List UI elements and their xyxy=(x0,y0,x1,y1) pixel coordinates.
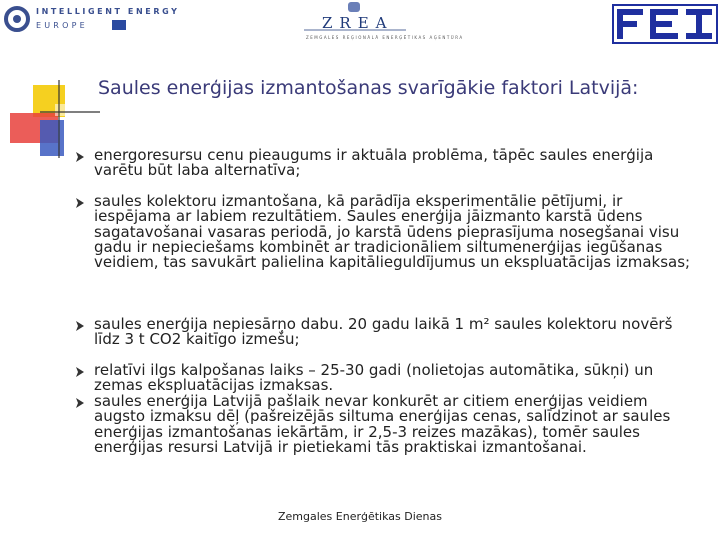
arrow-bullet-icon xyxy=(76,152,84,162)
bullet-item xyxy=(80,148,700,194)
arrow-bullet-icon xyxy=(76,321,84,331)
bullet-text: saules kolektoru izmantošana, kā parādīja eksperimentālie pētījumi, ir iespējama ar labiem rezultātiem. Saules enerģija jāizmanto karstā ūdens sagatavošanai vasaras periodā, jo karstā ūdens pieprasījuma nosegšanai visu gadu ir nepieciešams kombinēt ar tradicionāliem siltumenerģijas iegūšanas veidiem, tas savukārt palielina kapitālieguldījumus un ekspluatācijas izmaksas; xyxy=(94,192,691,272)
zrea-logo-name: ZREA xyxy=(322,14,394,32)
bullet-item xyxy=(80,317,700,363)
zrea-logo xyxy=(300,2,464,46)
iee-logo-line2: EUROPE xyxy=(36,21,88,30)
slide-title: Saules enerģijas izmantošanas svarīgākie faktori Latvijā: xyxy=(98,77,639,99)
bullet-text: saules enerģija nepiesārņo dabu. 20 gadu laikā 1 m² saules kolektoru novērš līdz 3 t CO2 kaitīgo izmešu; xyxy=(94,315,673,349)
bullet-item xyxy=(80,394,700,455)
bullet-text: energoresursu cenu pieaugums ir aktuāla problēma, tāpēc saules enerģija varētu būt laba alternatīva; xyxy=(94,146,654,180)
bullet-text: relatīvi ilgs kalpošanas laiks – 25-30 gadi (nolietojas automātika, sūkņi) un zemas ekspluatācijas izmaksas. xyxy=(94,361,654,395)
bullet-text: saules enerģija Latvijā pašlaik nevar konkurēt ar citiem enerģijas veidiem augsto izmaksu dēļ (pašreizējās siltuma enerģijas cenas, salīdzinot ar saules enerģijas izmantošanas iekārtām, ir 2,5-3 reizes mazākas), tomēr saules enerģijas resursi Latvijā ir pietiekami tās praktiskai izmantošanai. xyxy=(94,392,671,456)
fei-logo-icon xyxy=(612,4,718,44)
zrea-logo-subtitle: ZEMGALES REĢIONĀLĀ ENERĢĒTIKAS AĢENTŪRA xyxy=(306,35,464,40)
arrow-bullet-icon xyxy=(76,398,84,408)
arrow-bullet-icon xyxy=(76,367,84,377)
bullet-item xyxy=(80,363,700,394)
iee-logo-line1: INTELLIGENT ENERGY xyxy=(36,7,180,16)
bullet-item xyxy=(80,194,700,317)
arrow-bullet-icon xyxy=(76,198,84,208)
eu-flag-icon xyxy=(112,20,126,30)
bullet-list xyxy=(80,148,700,455)
footer-text: Zemgales Enerģētikas Dienas xyxy=(277,510,442,523)
decorative-squares xyxy=(0,0,100,160)
